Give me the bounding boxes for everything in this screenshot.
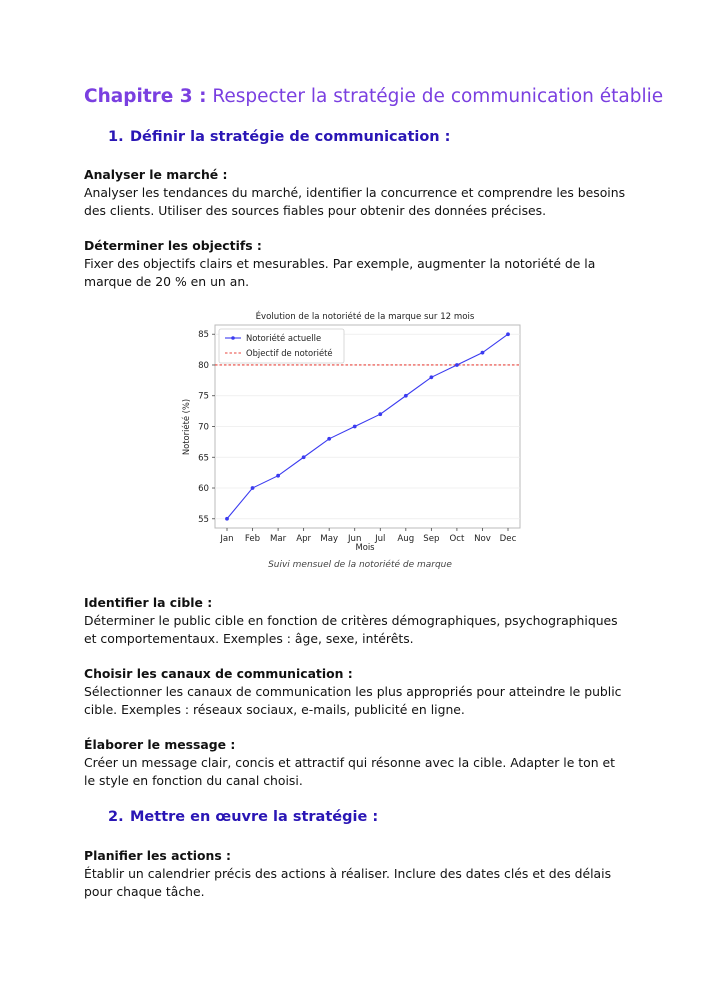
chart-title: Évolution de la notoriété de la marque sur 12 mois — [255, 312, 475, 322]
y-tick-label: 85 — [198, 330, 209, 341]
legend-series-marker — [231, 336, 235, 340]
x-tick-label: Mar — [269, 534, 287, 544]
paragraph-block — [84, 847, 629, 901]
paragraph-block — [84, 237, 629, 291]
y-tick-label: 75 — [198, 391, 209, 402]
paragraph-block — [84, 166, 629, 220]
chart-legend — [219, 329, 344, 363]
paragraph-block — [84, 736, 629, 790]
data-point — [353, 425, 357, 429]
chart-caption: Suivi mensuel de la notoriété de marque — [268, 560, 452, 570]
paragraph-heading: Élaborer le message : — [84, 737, 236, 752]
x-tick-label: Dec — [499, 534, 517, 544]
chapter-title — [84, 86, 663, 107]
paragraph-heading: Déterminer les objectifs : — [84, 238, 262, 253]
paragraph-text: Déterminer le public cible en fonction de critères démographiques, psychographiques et comportementaux. Exemples : âge, sexe, intérêts. — [84, 613, 618, 646]
paragraph-heading: Analyser le marché : — [84, 167, 228, 182]
paragraph-text: Analyser les tendances du marché, identifier la concurrence et comprendre les besoins des clients. Utiliser des sources fiables pour obtenir des données précises. — [84, 185, 626, 218]
paragraph-block — [84, 665, 629, 719]
x-tick-label: Aug — [397, 534, 415, 544]
chart-svg — [180, 306, 525, 556]
y-tick-label: 80 — [198, 360, 209, 371]
x-tick-label: Nov — [474, 534, 491, 544]
paragraph-heading: Planifier les actions : — [84, 848, 231, 863]
section-number: 1. — [108, 129, 124, 145]
data-point — [378, 412, 382, 416]
section-heading-1 — [108, 129, 450, 145]
paragraph-heading: Identifier la cible : — [84, 595, 213, 610]
x-tick-label: Sep — [423, 534, 440, 544]
section-title: Mettre en œuvre la stratégie : — [130, 809, 379, 825]
y-tick-label: 65 — [198, 453, 209, 464]
data-point — [251, 486, 255, 490]
section-title: Définir la stratégie de communication : — [130, 129, 451, 145]
y-axis-label: Notoriété (%) — [181, 398, 191, 456]
section-heading-2 — [108, 809, 378, 825]
x-tick-label: Jan — [220, 534, 234, 544]
legend-target-label: Objectif de notoriété — [246, 348, 333, 358]
data-point — [302, 455, 306, 459]
paragraph-text: Fixer des objectifs clairs et mesurables. Par exemple, augmenter la notoriété de la marque de 20 % en un an. — [84, 256, 596, 289]
data-point — [327, 437, 331, 441]
paragraph-text: Créer un message clair, concis et attractif qui résonne avec la cible. Adapter le ton et le style en fonction du canal choisi. — [84, 755, 616, 788]
y-tick-label: 55 — [198, 514, 209, 525]
x-tick-label: Feb — [244, 534, 261, 544]
data-point — [404, 394, 408, 398]
y-tick-label: 70 — [198, 422, 209, 433]
awareness-chart — [180, 306, 525, 576]
x-tick-label: Jun — [348, 534, 362, 544]
y-axis-ticks — [198, 330, 215, 525]
x-tick-label: May — [320, 534, 339, 544]
data-point — [429, 375, 433, 379]
paragraph-text: Sélectionner les canaux de communication les plus appropriés pour atteindre le public cible. Exemples : réseaux sociaux, e-mails, publicité en ligne. — [84, 684, 622, 717]
legend-series-label: Notoriété actuelle — [246, 333, 322, 343]
x-tick-label: Apr — [296, 534, 312, 544]
data-point — [481, 351, 485, 355]
data-point — [506, 332, 510, 336]
chapter-title-text: Respecter la stratégie de communication établie — [212, 86, 664, 107]
chapter-label: Chapitre 3 : — [84, 86, 207, 107]
paragraph-heading: Choisir les canaux de communication : — [84, 666, 353, 681]
paragraph-block — [84, 594, 629, 648]
data-point — [225, 517, 229, 521]
paragraph-text: Établir un calendrier précis des actions à réaliser. Inclure des dates clés et des délais pour chaque tâche. — [84, 866, 612, 899]
section-number: 2. — [108, 809, 124, 825]
y-tick-label: 60 — [198, 484, 209, 495]
x-axis-label: Mois — [355, 542, 375, 552]
x-tick-label: Jul — [375, 534, 386, 544]
data-point — [276, 474, 280, 478]
data-point — [455, 363, 459, 367]
x-tick-label: Oct — [449, 534, 465, 544]
